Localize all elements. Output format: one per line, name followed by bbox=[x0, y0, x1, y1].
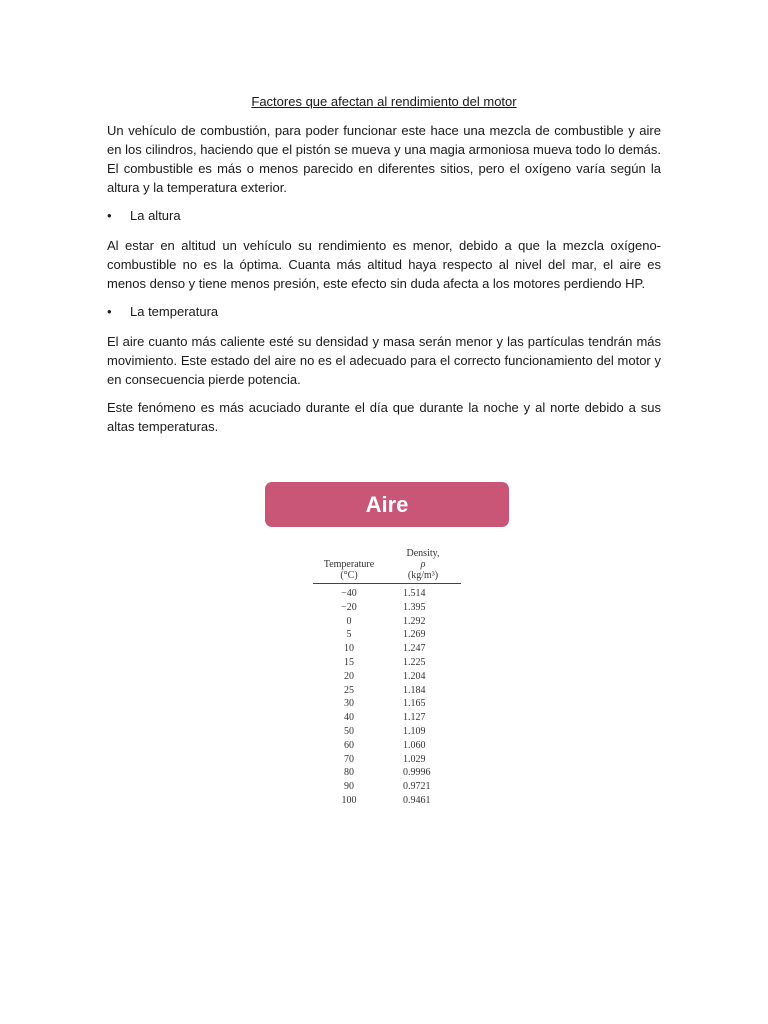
density-cell: 1.184 bbox=[403, 684, 426, 696]
density-cell: 1.060 bbox=[403, 739, 426, 751]
density-cell: 1.247 bbox=[403, 643, 426, 655]
density-cell: 1.269 bbox=[403, 629, 426, 641]
temperature-cell: 90 bbox=[344, 781, 354, 793]
table-row bbox=[313, 697, 461, 711]
density-cell: 1.109 bbox=[403, 725, 426, 737]
table-row bbox=[313, 766, 461, 780]
density-cell: 0.9721 bbox=[403, 781, 431, 793]
temperature-cell: 15 bbox=[344, 656, 354, 668]
bullet-altura bbox=[107, 206, 181, 225]
figure-banner: Aire bbox=[265, 482, 509, 527]
table-row bbox=[313, 628, 461, 642]
table-row bbox=[313, 670, 461, 684]
temperature-cell: 100 bbox=[341, 794, 357, 806]
density-cell: 1.225 bbox=[403, 656, 426, 668]
temperature-cell: 10 bbox=[344, 643, 354, 655]
temperature-cell: 0 bbox=[346, 615, 352, 627]
table-row bbox=[313, 684, 461, 698]
table-row bbox=[313, 615, 461, 629]
table-row bbox=[313, 753, 461, 767]
temperature-cell: 40 bbox=[344, 712, 354, 724]
table-row bbox=[313, 656, 461, 670]
temperature-cell: 30 bbox=[344, 698, 354, 710]
altura-paragraph: Al estar en altitud un vehículo su rendimiento es menor, debido a que la mezcla oxígeno-combustible no es la óptima. Cuanta más altitud haya respecto al nivel del mar, el aire es menos denso y tiene menos presión, este efecto sin duda afecta a los motores perdiendo HP. bbox=[107, 238, 661, 291]
density-cell: 1.395 bbox=[403, 601, 426, 613]
temperature-cell: 5 bbox=[346, 629, 352, 641]
density-cell: 1.514 bbox=[403, 588, 426, 599]
density-column-header: Density, ρ (kg/m³) bbox=[385, 548, 461, 584]
density-cell: 0.9461 bbox=[403, 794, 431, 806]
density-cell: 1.204 bbox=[403, 670, 426, 682]
temperature-cell: −40 bbox=[341, 588, 357, 599]
table-row bbox=[313, 601, 461, 615]
table-row bbox=[313, 780, 461, 794]
temperature-cell: −20 bbox=[341, 601, 357, 613]
section-heading-altura: La altura bbox=[130, 208, 181, 223]
section-heading-temperatura: La temperatura bbox=[130, 304, 219, 319]
table-row bbox=[313, 794, 461, 808]
temperature-cell: 25 bbox=[344, 684, 354, 696]
temperatura-paragraph: El aire cuanto más caliente esté su densidad y masa serán menor y las partículas tendrán más movimiento. Este estado del aire no es el adecuado para el correcto funcionamiento del motor y en consecuencia pierde potencia. bbox=[107, 334, 661, 387]
table-row bbox=[313, 711, 461, 725]
temperature-cell: 60 bbox=[344, 739, 354, 751]
temperature-cell: 20 bbox=[344, 670, 354, 682]
table-row bbox=[313, 642, 461, 656]
bullet-dot: • bbox=[107, 208, 112, 223]
table-row bbox=[313, 725, 461, 739]
air-density-table bbox=[313, 548, 461, 808]
density-cell: 1.029 bbox=[403, 753, 426, 765]
temperature-cell: 50 bbox=[344, 725, 354, 737]
temperature-cell: 80 bbox=[344, 767, 354, 779]
intro-paragraph: Un vehículo de combustión, para poder funcionar este hace una mezcla de combustible y aire en los cilindros, haciendo que el pistón se mueva y una magia armoniosa mueva todo lo demás. El combustible es más o menos parecido en diferentes sitios, pero el oxígeno varía según la altura y la temperatura exterior. bbox=[107, 123, 661, 195]
density-cell: 1.127 bbox=[403, 712, 426, 724]
bullet-temperatura bbox=[107, 302, 218, 321]
density-cell: 1.165 bbox=[403, 698, 426, 710]
density-cell: 1.292 bbox=[403, 615, 426, 627]
density-cell: 0.9996 bbox=[403, 767, 431, 779]
air-density-figure bbox=[265, 482, 511, 806]
temperature-column-header: Temperature (°C) bbox=[313, 548, 385, 584]
bullet-dot: • bbox=[107, 304, 112, 319]
table-row bbox=[313, 584, 461, 601]
page-title: Factores que afectan al rendimiento del motor bbox=[251, 94, 517, 109]
table-row bbox=[313, 739, 461, 753]
temperature-cell: 70 bbox=[344, 753, 354, 765]
closing-paragraph: Este fenómeno es más acuciado durante el día que durante la noche y al norte debido a sus altas temperaturas. bbox=[107, 400, 661, 434]
